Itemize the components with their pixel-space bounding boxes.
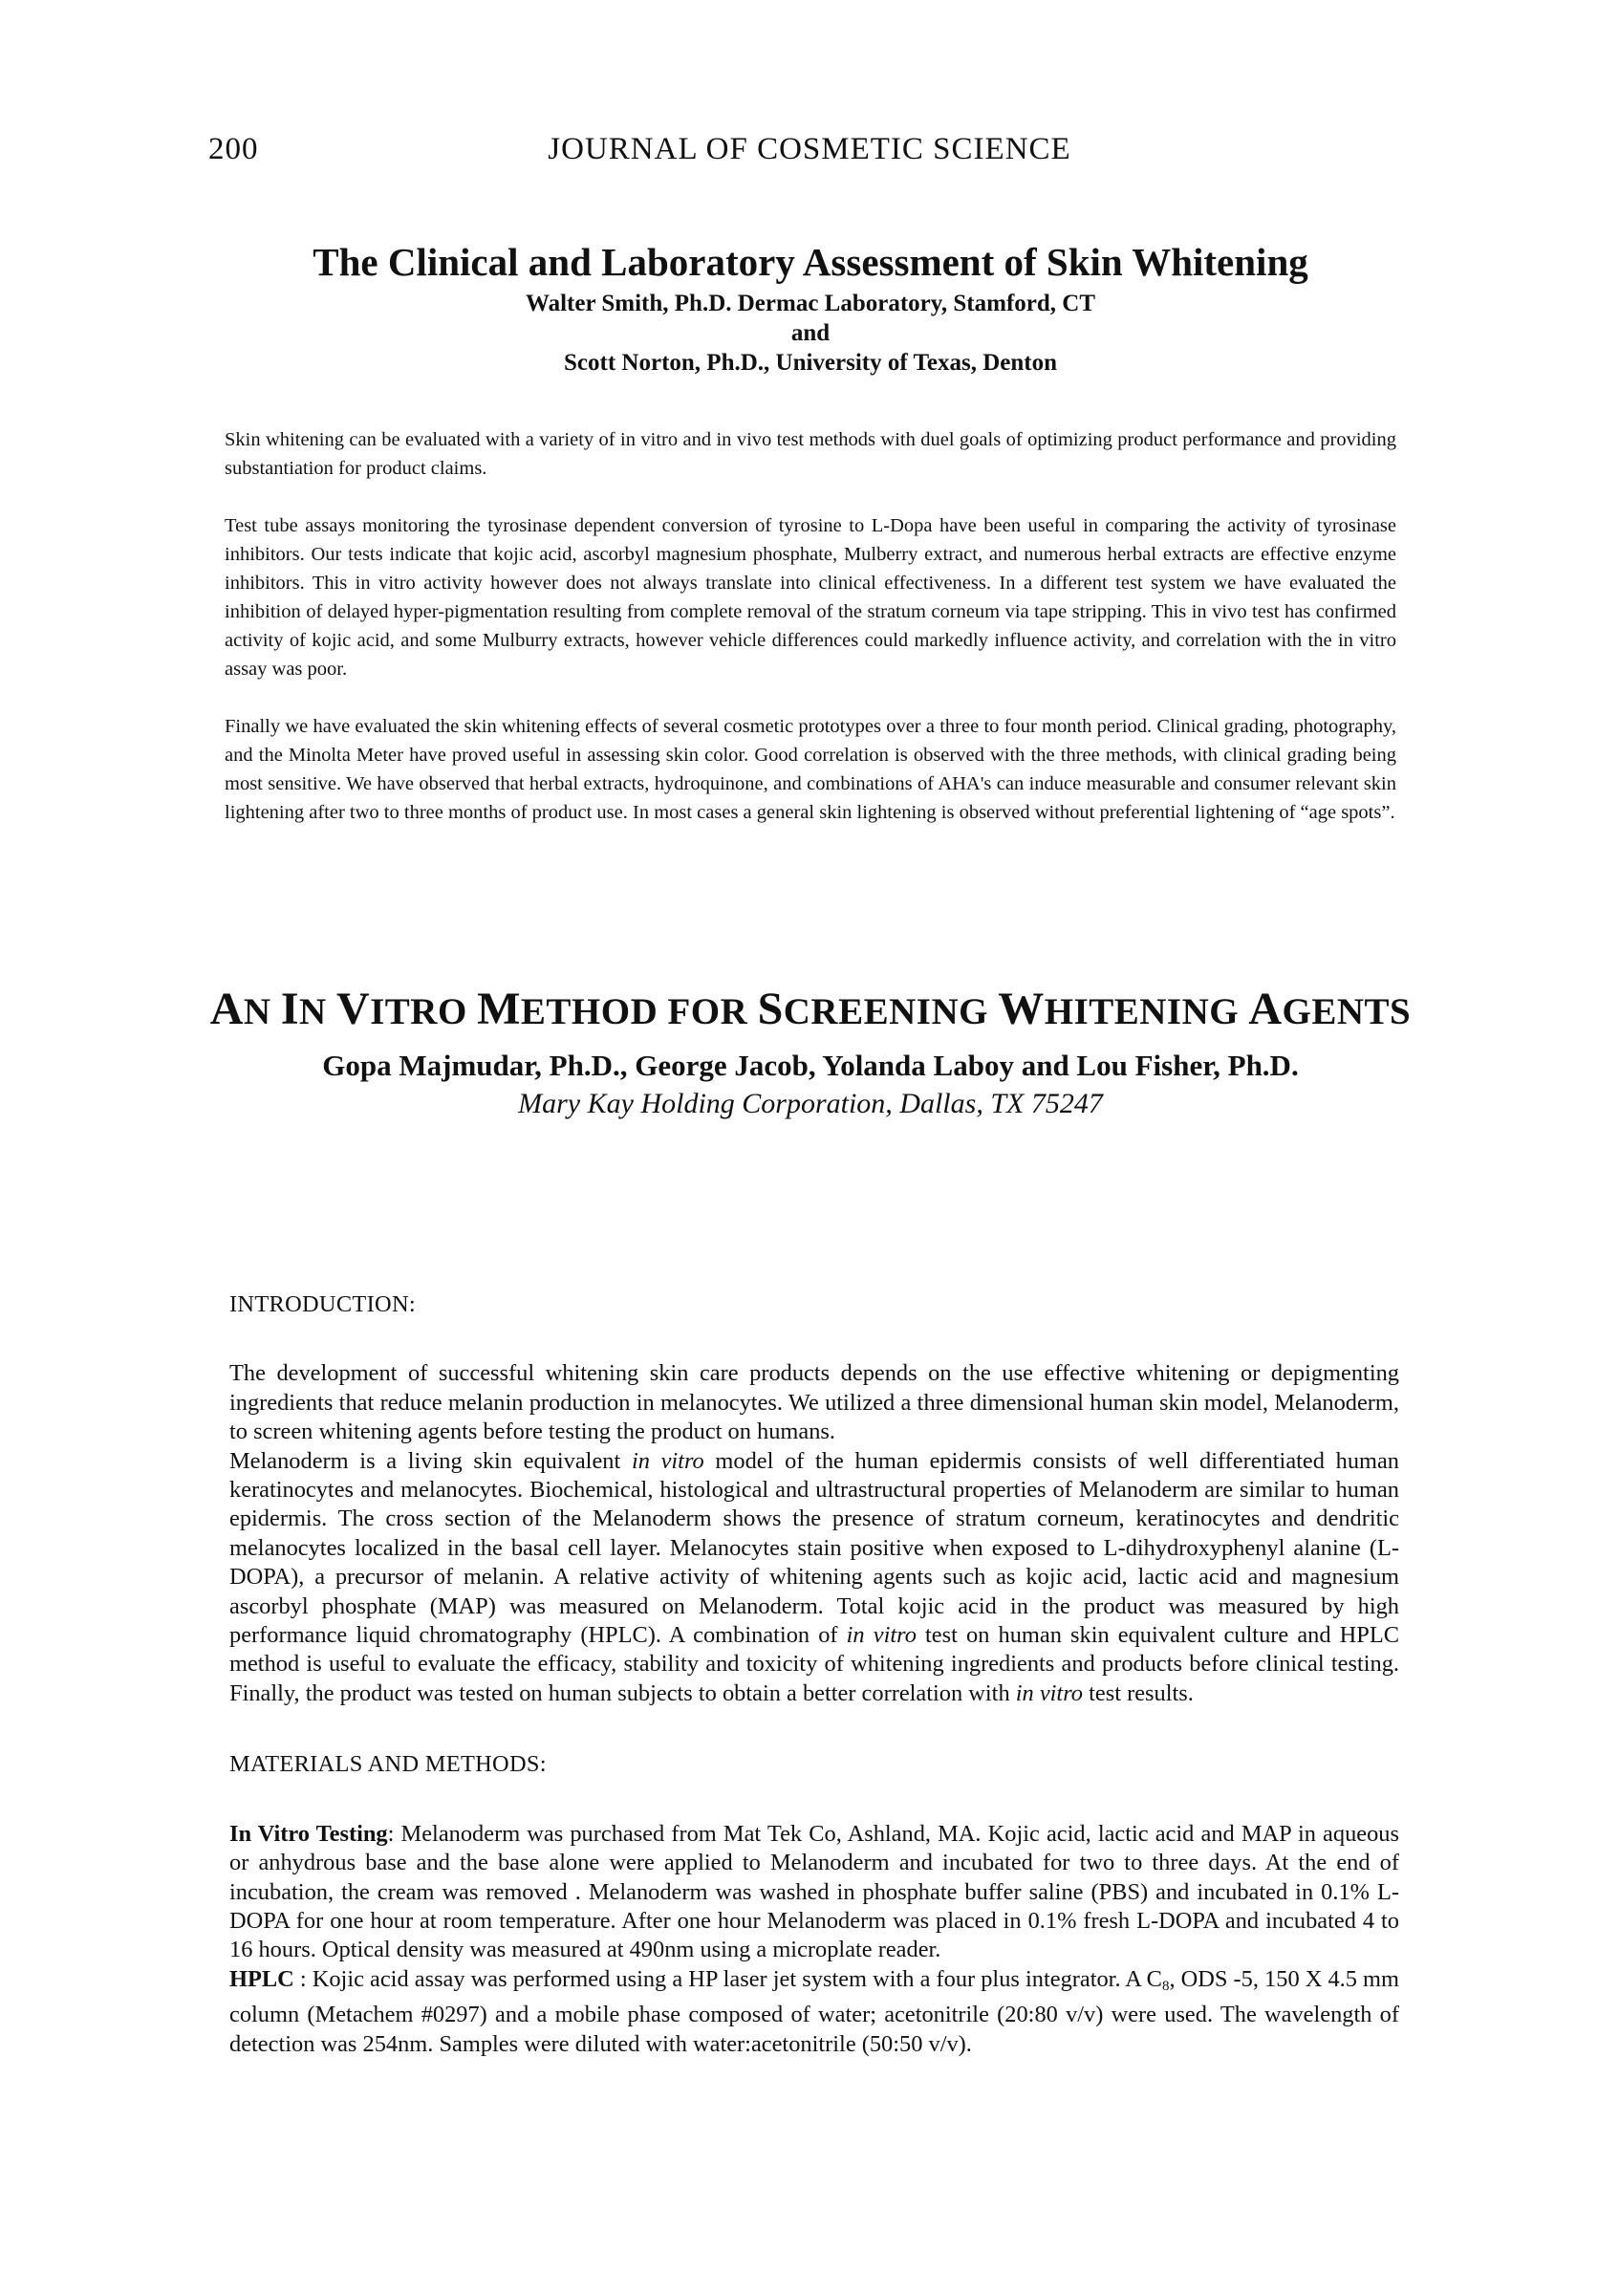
title-part-hitening: HITENING (1044, 991, 1249, 1032)
title-part-ethod: ETHOD FOR (520, 991, 758, 1032)
title-part-creening: CREENING (783, 991, 999, 1032)
introduction-heading: INTRODUCTION: (229, 1291, 416, 1317)
title-part-n2: N (299, 991, 336, 1032)
abstract1-body (225, 425, 1396, 827)
methods-hplc-paragraph: HPLC : Kojic acid assay was performed using a HP laser jet system with a four plus integrator. A $C_8$, ODS -5, 150 X 4.5 mm column (Metachem #0297) and a mobile phase composed of water; acetonitrile (20:80 v/v) were used. The wavelength of detection was 254nm. Samples were diluted with water:acetonitrile (50:50 v/v). (229, 1965, 1399, 2057)
methods-heading: MATERIALS AND METHODS: (229, 1751, 547, 1778)
hplc-label: HPLC (229, 1965, 294, 1992)
title-cap-v: V (335, 984, 371, 1034)
abstract2-title (196, 985, 1425, 1037)
abstract1-paragraph-2: Test tube assays monitoring the tyrosinase dependent conversion of tyrosine to L-Dopa have been useful in comparing the activity of tyrosinase inhibitors. Our tests indicate that kojic acid, ascorbyl magnesium phosphate, Mulberry extract, and numerous herbal extracts are effective enzyme inhibitors. This in vitro activity however does not always translate into clinical effectiveness. In a different test system we have evaluated the inhibition of delayed hyper-pigmentation resulting from complete removal of the stratum corneum via tape stripping. This in vivo test has confirmed activity of kojic acid, and some Mulburry extracts, however vehicle differences could markedly influence activity, and correlation with the in vitro assay was poor. (225, 515, 1396, 680)
title-cap-i: I (280, 984, 300, 1034)
abstract1-author-line-1: Walter Smith, Ph.D. Dermac Laboratory, Stamford, CT (525, 291, 1095, 316)
title-part-itro: ITRO (370, 991, 478, 1032)
introduction-paragraph-1: The development of successful whitening skin care products depends on the use effective whitening or depigmenting ingredients that reduce melanin production in melanocytes. We utilized a three dimensional human skin model, Melanoderm, to screen whitening agents before testing the product on humans. (229, 1360, 1399, 1445)
abstract-in-vitro-screening (196, 985, 1425, 1123)
title-part-n: N (243, 991, 281, 1032)
abstract2-affiliation: Mary Kay Holding Corporation, Dallas, TX 75247 (518, 1088, 1103, 1119)
abstract2-body (229, 1290, 1399, 2059)
abstract1-author-line-2: and (790, 320, 831, 346)
introduction-paragraph-2: Melanoderm is a living skin equivalent in vitro model of the human epidermis consists of well differentiated human keratinocytes and melanocytes. Biochemical, histological and ultrastructural properties of Melanoderm are similar to human epidermis. The cross section of the Melanoderm shows the presence of stratum corneum, keratinocytes and dendritic melanocytes localized in the basal cell layer. Melanocytes stain positive when exposed to L-dihydroxyphenyl alanine (L-DOPA), a precursor of melanin. A relative activity of whitening agents such as kojic acid, lactic acid and magnesium ascorbyl phosphate (MAP) was measured on Melanoderm. Total kojic acid in the product was measured by high performance liquid chromatography (HPLC). A combination of in vitro test on human skin equivalent culture and HPLC method is useful to evaluate the efficacy, stability and toxicity of whitening ingredients and products before clinical testing. Finally, the product was tested on human subjects to obtain a better correlation with in vitro test results. (229, 1447, 1400, 1706)
title-cap-a: A (209, 984, 244, 1034)
journal-name: JOURNAL OF COSMETIC SCIENCE (548, 132, 1071, 166)
abstract1-authors (225, 289, 1396, 378)
title-cap-m: M (477, 984, 521, 1034)
abstract-skin-whitening-assessment (225, 239, 1396, 856)
title-cap-s: S (757, 984, 784, 1034)
abstract1-paragraph-1: Skin whitening can be evaluated with a variety of in vitro and in vivo test methods with duel goals of optimizing product performance and providing substantiation for product claims. (225, 429, 1396, 479)
page-number: 200 (208, 132, 259, 166)
title-part-gents: GENTS (1282, 991, 1412, 1032)
in-vitro-testing-label: In Vitro Testing (229, 1820, 388, 1847)
abstract1-paragraph-3: Finally we have evaluated the skin whitening effects of several cosmetic prototypes over a three to four month period. Clinical grading, photography, and the Minolta Meter have proved useful in assessing skin color. Good correlation is observed with the three methods, with clinical grading being most sensitive. We have observed that herbal extracts, hydroquinone, and combinations of AHA's can induce measurable and consumer relevant skin lightening after two to three months of product use. In most cases a general skin lightening is observed without preferential lightening of “age spots”. (225, 716, 1396, 823)
abstract1-author-line-3: Scott Norton, Ph.D., University of Texas, Denton (564, 350, 1057, 376)
abstract1-title: The Clinical and Laboratory Assessment of Skin Whitening (313, 240, 1308, 284)
title-cap-w: W (998, 984, 1045, 1034)
abstract2-authors: Gopa Majmudar, Ph.D., George Jacob, Yolanda Laboy and Lou Fisher, Ph.D. (322, 1049, 1299, 1082)
methods-in-vitro-paragraph: In Vitro Testing: Melanoderm was purchased from Mat Tek Co, Ashland, MA. Kojic acid, lactic acid and MAP in aqueous or anhydrous base and the base alone were applied to Melanoderm and incubated for two to three days. At the end of incubation, the cream was removed . Melanoderm was washed in phosphate buffer saline (PBS) and incubated in 0.1% L-DOPA for one hour at room temperature. After one hour Melanoderm was placed in 0.1% fresh L-DOPA and incubated 4 to 16 hours. Optical density was measured at 490nm using a microplate reader. (229, 1820, 1399, 1963)
title-cap-a2: A (1248, 984, 1283, 1034)
running-header (0, 132, 1619, 180)
